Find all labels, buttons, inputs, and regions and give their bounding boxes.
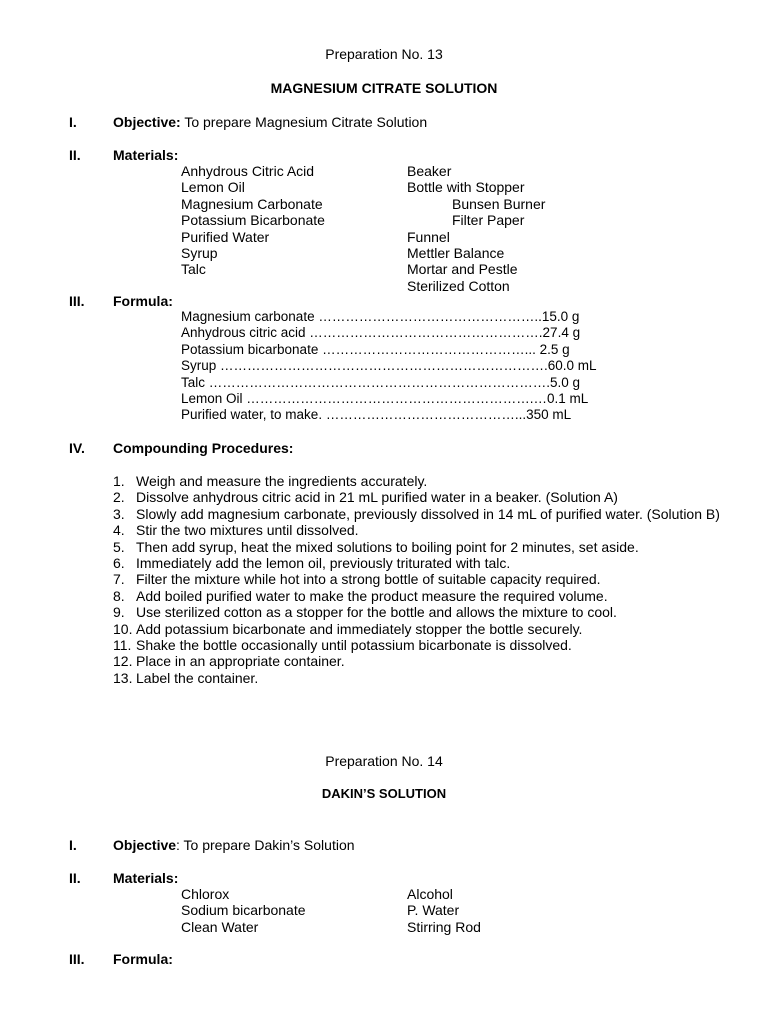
step-text: Immediately add the lemon oil, previously triturated with talc. [136,554,511,571]
step-number: 12. [113,653,133,670]
procedure-step [113,637,720,653]
prep13-objective-label: Objective: [113,114,181,130]
step-number: 5. [113,538,125,555]
step-number: 3. [113,505,125,522]
procedure-step [113,522,720,538]
prep14-materials-numeral: II. [69,870,81,886]
step-text: Add boiled purified water to make the product measure the required volume. [136,587,608,604]
procedure-step [113,571,720,587]
step-number: 8. [113,587,125,604]
material-item: Potassium Bicarbonate [181,212,325,229]
formula-line: Potassium bicarbonate ………………………………………... 2.5 g [181,341,570,357]
material-item: Sterilized Cotton [407,277,510,294]
prep13-objective-numeral: I. [69,114,77,130]
step-number: 9. [113,604,125,621]
step-text: Use sterilized cotton as a stopper for the bottle and allows the mixture to cool. [136,604,617,621]
step-number: 13. [113,669,133,686]
step-number: 7. [113,571,125,588]
material-item: Stirring Rod [407,918,481,935]
material-item: Purified Water [181,228,270,245]
step-number: 4. [113,522,125,539]
material-item: Syrup [181,244,218,261]
step-number: 1. [113,473,125,489]
step-text: Dissolve anhydrous citric acid in 21 mL purified water in a beaker. (Solution A) [136,489,618,506]
prep13-procedures-numeral: IV. [69,440,85,456]
prep13-title: MAGNESIUM CITRATE SOLUTION [270,80,498,96]
prep14-materials-label: Materials: [113,870,179,886]
material-item: Bottle with Stopper [407,179,525,196]
material-item: Magnesium Carbonate [181,195,323,212]
material-item: Alcohol [407,886,453,902]
prep13-procedures-list [113,473,720,686]
prep14-materials-left-list [181,886,306,935]
step-number: 6. [113,554,125,571]
step-text: Label the container. [136,669,259,686]
prep13-heading: Preparation No. 13 [325,46,443,62]
step-text: Add potassium bicarbonate and immediately stopper the bottle securely. [136,620,583,637]
material-item: Mettler Balance [407,244,505,261]
prep13-objective-text: To prepare Magnesium Citrate Solution [180,114,428,130]
prep13-materials-numeral: II. [69,147,81,163]
prep14-materials-right-list [407,886,481,935]
step-text: Shake the bottle occasionally until potassium bicarbonate is dissolved. [136,636,572,653]
material-item: Lemon Oil [181,179,245,196]
prep13-formula-list [181,309,597,424]
material-item: Sodium bicarbonate [181,902,306,919]
procedure-step [113,670,720,686]
step-text: Slowly add magnesium carbonate, previously dissolved in 14 mL of purified water. (Solution B) [136,505,720,522]
material-item: Beaker [407,163,452,179]
prep13-procedures-label: Compounding Procedures: [113,440,294,456]
procedure-step [113,588,720,604]
procedure-step [113,604,720,620]
prep14-formula-numeral: III. [69,951,85,967]
procedure-step [113,539,720,555]
step-number: 2. [113,489,125,506]
prep13-materials-right-list [407,163,545,294]
prep14-formula-label: Formula: [113,951,173,967]
step-text: Weigh and measure the ingredients accurately. [136,473,428,489]
step-number: 10. [113,620,133,637]
prep13-formula-label: Formula: [113,293,173,309]
material-item: Bunsen Burner [452,195,546,212]
step-text: Stir the two mixtures until dissolved. [136,522,359,539]
prep14-objective [113,837,355,853]
material-item: Anhydrous Citric Acid [181,163,315,179]
prep14-objective-text: : To prepare Dakin’s Solution [176,837,355,853]
prep13-objective [113,114,427,130]
formula-line: Talc ………………………………………………………………….5.0 g [181,374,581,390]
prep14-objective-numeral: I. [69,837,77,853]
step-number: 11. [113,636,132,653]
procedure-step [113,473,720,489]
material-item: Chlorox [181,886,230,902]
formula-line: Anhydrous citric acid …………………………………………….27.4 g [181,325,581,341]
procedure-step [113,489,720,505]
prep14-objective-label: Objective [113,837,177,853]
material-item: Clean Water [181,918,259,935]
procedure-step [113,506,720,522]
step-text: Then add syrup, heat the mixed solutions to boiling point for 2 minutes, set aside. [136,538,639,555]
step-text: Filter the mixture while hot into a strong bottle of suitable capacity required. [136,571,601,588]
material-item: Talc [181,261,206,278]
material-item: P. Water [407,902,460,919]
procedure-step [113,621,720,637]
prep13-formula-numeral: III. [69,293,85,309]
prep13-materials-label: Materials: [113,147,179,163]
procedure-step [113,653,720,669]
formula-line: Magnesium carbonate …………………………………………..15.0 g [181,309,580,324]
material-item: Mortar and Pestle [407,261,518,278]
formula-line: Lemon Oil ……………………………………………………….…0.1 mL [181,390,589,406]
material-item: Filter Paper [452,212,525,229]
prep14-heading: Preparation No. 14 [325,753,443,769]
prep13-materials-left-list [181,163,325,278]
formula-line: Purified water, to make. ……………………………………...350 mL [181,407,572,423]
step-text: Place in an appropriate container. [136,653,345,670]
procedure-step [113,555,720,571]
formula-line: Syrup ……………………………………………………………….60.0 mL [181,358,597,374]
prep14-title: DAKIN’S SOLUTION [321,786,447,801]
material-item: Funnel [407,228,450,245]
